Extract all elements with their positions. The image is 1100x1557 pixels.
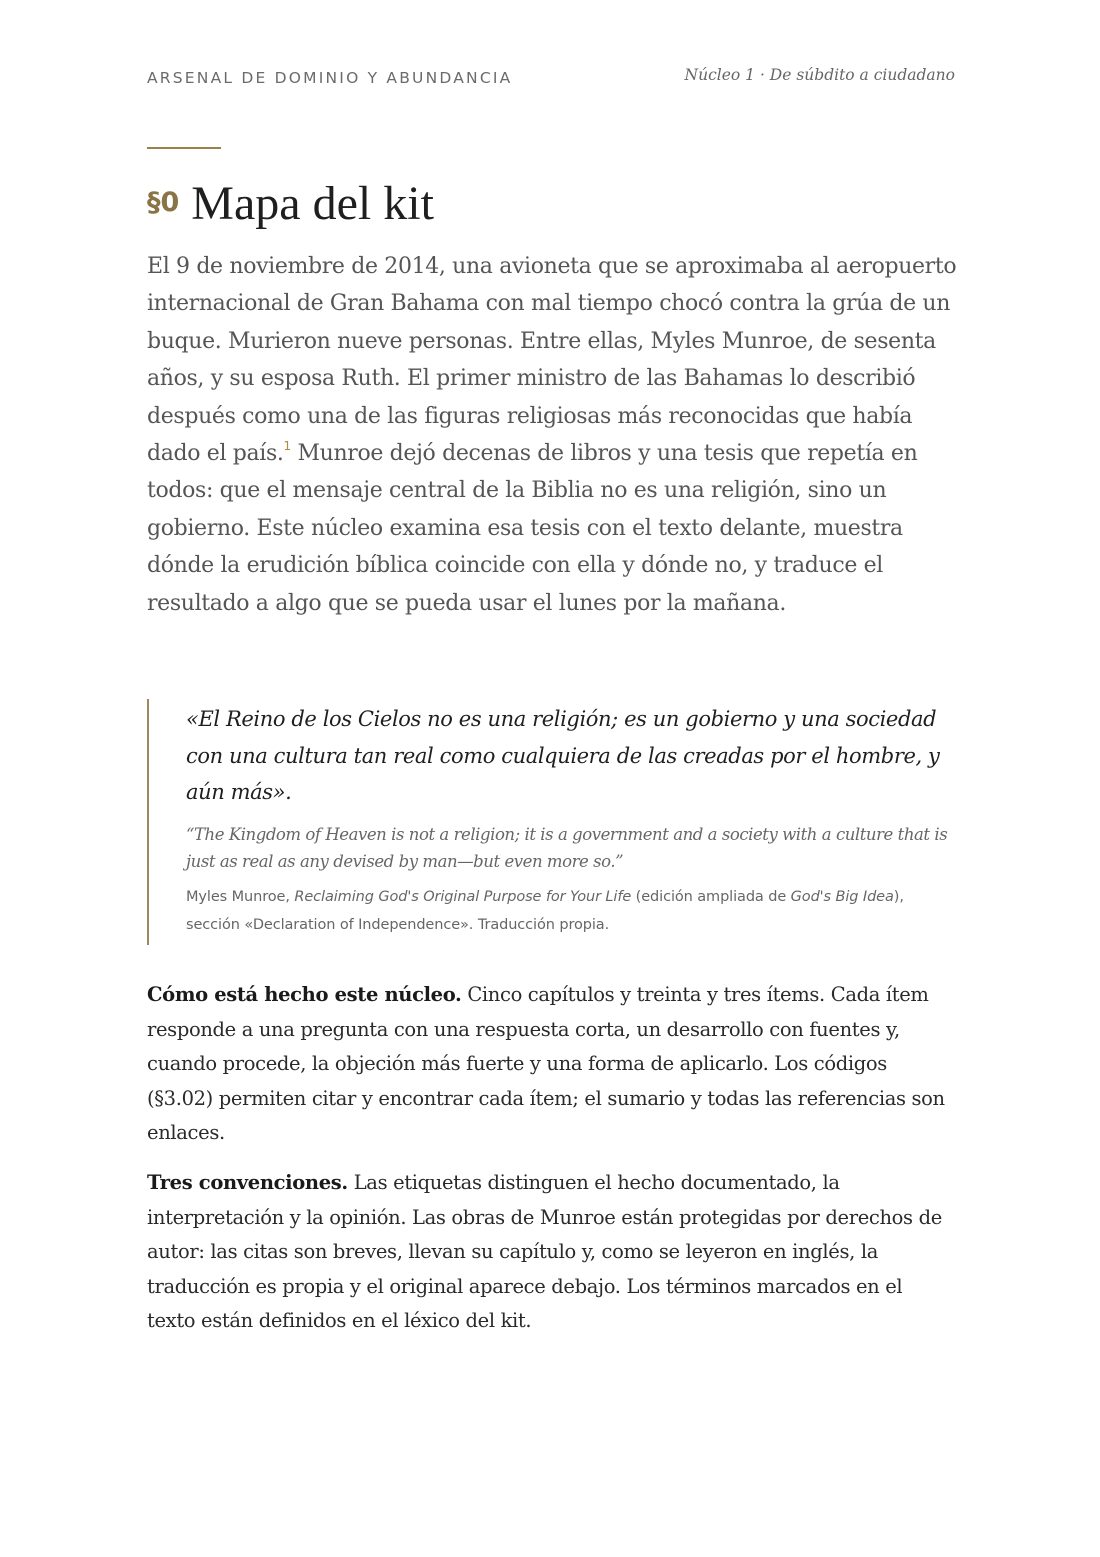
section-number: §0 [147,187,180,218]
structure-paragraph [147,978,955,1151]
citation-end: ), sección «Declaration of Independence». Traducción propia. [186,888,904,933]
section-heading [147,176,434,231]
citation-book-title-2: God's Big Idea [790,888,894,905]
running-header [147,66,955,90]
chapter-title: Núcleo 1 · De súbdito a ciudadano [684,66,955,84]
citation-author: Myles Munroe, [186,888,295,905]
blockquote [147,699,955,945]
conventions-lead: Tres convenciones. [147,1171,348,1194]
section-title: Mapa del kit [191,177,434,230]
quote-spanish: «El Reino de los Cielos no es una religión; es un gobierno y una sociedad con una cultura tan real como cualquiera de las creadas por el hombre, y aún más». [186,707,940,804]
intro-text-part-1: El 9 de noviembre de 2014, una avioneta que se aproximaba al aeropuerto internacional de Gran Bahama con mal tiempo chocó contra la grúa de un buque. Murieron nueve personas. Entre ellas, Myles Munroe, de sesenta años, y su esposa Ruth. El primer ministro de las Bahamas lo describió después como una de las figuras religiosas más reconocidas que había dado el país. [147,254,957,467]
book-title: ARSENAL DE DOMINIO Y ABUNDANCIA [147,69,513,87]
heading-rule [147,147,221,149]
citation-middle: (edición ampliada de [631,888,791,905]
intro-paragraph [147,248,959,622]
structure-text: Cinco capítulos y treinta y tres ítems. Cada ítem responde a una pregunta con una respuesta corta, un desarrollo con fuentes y, cuando procede, la objeción más fuerte y una forma de aplicarlo. Los códigos (§3.02) permiten citar y encontrar cada ítem; el sumario y todas las referencias son enlaces. [147,983,945,1144]
citation-book-title: Reclaiming God's Original Purpose for Your Life [294,888,632,905]
quote-citation [186,883,955,939]
footnote-reference-link[interactable]: 1 [283,439,291,454]
quote-english-original: “The Kingdom of Heaven is not a religion; it is a government and a society with a culture that is just as real as any devised by man—but even more so.” [186,824,948,871]
conventions-paragraph [147,1166,955,1339]
conventions-text: Las etiquetas distinguen el hecho documentado, la interpretación y la opinión. Las obras de Munroe están protegidas por derechos de autor: las citas son breves, llevan su capítulo y, como se leyeron en inglés, la traducción es propia y el original aparece debajo. Los términos marcados en el texto están definidos en el léxico del kit. [147,1171,942,1332]
structure-lead: Cómo está hecho este núcleo. [147,983,462,1006]
intro-text-part-2: Munroe dejó decenas de libros y una tesis que repetía en todos: que el mensaje central de la Biblia no es una religión, sino un gobierno. Este núcleo examina esa tesis con el texto delante, muestra dónde la erudición bíblica coincide con ella y dónde no, y traduce el resultado a algo que se pueda usar el lunes por la mañana. [147,441,918,616]
